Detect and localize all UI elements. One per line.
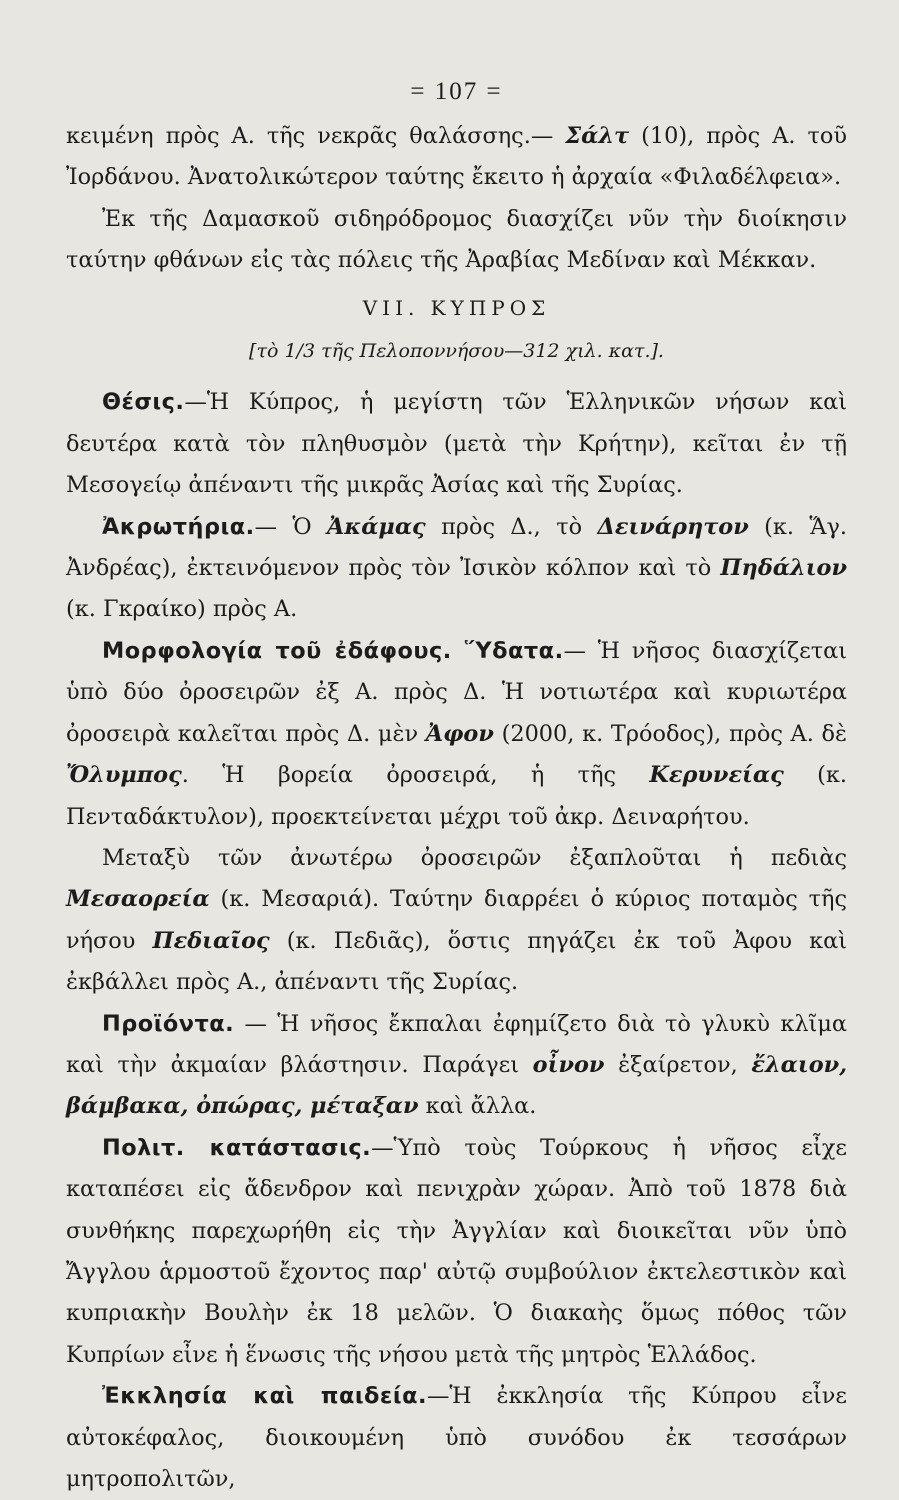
chapter-subtitle: [τὸ 1/3 τῆς Πελοποννήσου—312 χιλ. κατ.]. [249,340,664,363]
text-run: (κ. Πεδιᾶς), ὅστις πηγάζει ἐκ τοῦ Ἀφου καὶ ἐκβάλλει πρὸς Α., ἀπέναντι τῆς Συρίας. [66,927,847,996]
section-politiki [66,1128,847,1376]
text-run: . Ἡ βορεία ὀροσειρά, ἡ τῆς [181,762,650,789]
text-run: —Ἡ Κύπρος, ἡ μεγίστη τῶν Ἑλληνικῶν νήσων καὶ δευτέρα κατὰ τὸν πληθυσμὸν (μετὰ τὴν Κρήτην), κεῖται ἐν τῇ Μεσογείῳ ἀπέναντι τῆς μικρᾶς Ἀσίας καὶ τῆς Συρίας. [66,389,847,499]
text-run: (2000, κ. Τρόοδος), πρὸς Α. δὲ [493,720,848,747]
section-heading: Προϊόντα. [102,1010,235,1037]
product-name: οἶνον [532,1051,605,1078]
place-name: Μεσαορεία [66,886,210,913]
place-name: Κερυνείας [649,762,784,789]
section-heading: Ἀκρωτήρια. [102,513,255,540]
text-run: (κ. Μεσαριά). Ταύτην διαρρέει ὁ κύριος ποταμὸς τῆς νήσου [66,886,847,954]
text-run: — Ἡ νῆσος διασχίζεται ὑπὸ δύο ὀροσειρῶν ἐξ Α. πρὸς Δ. Ἡ νοτιωτέρα καὶ κυριωτέρα ὀροσειρὰ καλεῖται πρὸς Δ. μὲν [66,637,847,747]
place-name: Πεδιαῖος [152,927,270,954]
section-heading: Μορφολογία τοῦ ἐδάφους. Ὕδατα. [102,637,564,664]
paragraph-railway: Ἐκ τῆς Δαμασκοῦ σιδηρόδρομος διασχίζει νῦν τὴν διοίκησιν ταύτην φθάνων εἰς τὰς πόλεις τῆς Ἀραβίας Μεδίναν καὶ Μέκκαν. [66,205,847,274]
section-heading: Ἐκκλησία καὶ παιδεία. [102,1383,428,1410]
paragraph-pedias [66,838,847,1004]
text-run: Μεταξὺ τῶν ἀνωτέρω ὀροσειρῶν ἐξαπλοῦται ἡ πεδιὰς [102,844,847,871]
section-heading: Πολιτ. κατάστασις. [102,1134,372,1161]
place-name: Ὄλυμπος [66,762,182,789]
text-run: —Ὑπὸ τοὺς Τούρκους ἡ νῆσος εἶχε καταπέσει εἰς ἄδενδρον καὶ πενιχρὰν χώραν. Ἀπὸ τοῦ 1878 διὰ συνθήκης παρεχωρήθη εἰς τὴν Ἀγγλίαν καὶ διοικεῖται νῦν ὑπὸ Ἄγγλου ἁρμοστοῦ ἔχοντος παρ' αὐτῷ συμβούλιον ἐκτελεστικὸν καὶ κυπριακὴν Βουλὴν ἐκ 18 μελῶν. Ὁ διακαὴς ὅμως πόθος τῶν Κυπρίων εἶνε ἡ ἕνωσις τῆς νήσου μετὰ τῆς μητρὸς Ἑλλάδος. [66,1134,847,1368]
text-run: καὶ ἄλλα. [418,1093,537,1120]
place-name-salt: Σάλτ [565,123,630,149]
section-proionta [66,1004,847,1128]
text-run: (κ. Ἅγ. Ἀνδρέας), ἐκτεινόμενον πρὸς τὸν Ἰσικὸν κόλπον καὶ τὸ [66,513,848,582]
product-list: ἔλαιον, βάμβακα, ὀπώρας, μέταξαν [66,1051,848,1120]
text-run: κειμένη πρὸς Α. τῆς νεκρᾶς θαλάσσης.— [66,123,566,149]
section-morfologia [66,631,847,838]
section-heading: Θέσις. [102,389,185,416]
paragraph-salt [66,116,847,199]
text-run: πρὸς Δ., τὸ [425,513,598,540]
text-run: (10), πρὸς Α. τοῦ Ἰορδάνου. Ἀνατολικώτερον ταύτης ἔκειτο ἡ ἀρχαία «Φιλαδέλφεια». [66,123,847,191]
text-run: (κ. Πενταδάκτυλον), προεκτείνεται μέχρι τοῦ ἀκρ. Δειναρήτου. [66,762,847,830]
section-akrotiria [66,507,847,631]
text-run: — Ὁ [254,513,328,540]
text-run: ἐξαίρετον, [604,1051,752,1078]
page-number: = 107 = [410,78,503,105]
place-name: Πηδάλιον [720,555,847,582]
chapter-heading: VII. ΚΥΠΡΟΣ [362,295,551,320]
place-name: Ἀκάμας [327,513,426,540]
text-run: — Ἡ νῆσος ἔκπαλαι ἐφημίζετο διὰ τὸ γλυκὺ κλῖμα καὶ τὴν ἀκμαίαν βλάστησιν. Παράγει [66,1010,847,1078]
place-name: Δεινάρητον [597,513,749,540]
text-run: (κ. Γκραίκο) πρὸς Α. [66,596,298,623]
place-name: Ἀφον [425,720,494,747]
text-run: —Ἡ ἐκκλησία τῆς Κύπρου εἶνε αὐτοκέφαλος, διοικουμένη ὑπὸ συνόδου ἐκ τεσσάρων μητροπολιτῶν, [66,1383,847,1492]
section-ekklisia [66,1376,847,1500]
section-theseis [66,382,847,506]
